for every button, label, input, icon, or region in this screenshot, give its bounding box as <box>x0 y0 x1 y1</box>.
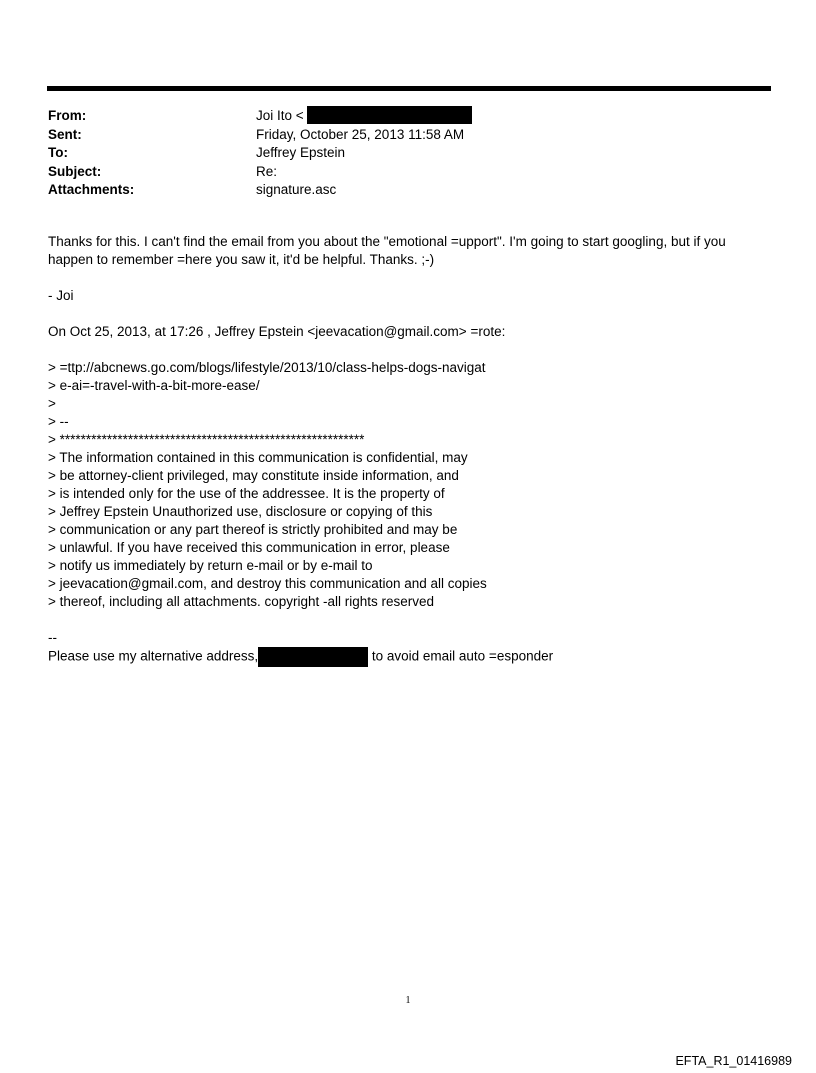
spacer <box>48 269 758 287</box>
signature-separator: -- <box>48 630 57 645</box>
page-number: 1 <box>405 995 411 1006</box>
body-paragraph: Thanks for this. I can't find the email from you about the "emotional =upport". I'm going to start googling, but if you happen to remember =here you saw it, it'd be helpful. Thanks. ;-) <box>48 234 726 267</box>
quoted-line: > thereof, including all attachments. copyright -all rights reserved <box>48 594 435 609</box>
from-row <box>48 107 768 126</box>
from-label: From: <box>48 108 87 123</box>
signature-line <box>48 647 758 667</box>
redaction-box <box>258 647 368 667</box>
to-value: Jeffrey Epstein <box>256 145 346 160</box>
quoted-line: > Jeffrey Epstein Unauthorized use, disclosure or copying of this <box>48 504 433 519</box>
quoted-line: > notify us immediately by return e-mail or by e-mail to <box>48 558 373 573</box>
quoted-line: > is intended only for the use of the addressee. It is the property of <box>48 486 445 501</box>
attachments-row <box>48 181 768 200</box>
quoted-line: > ********************************************************** <box>48 432 365 447</box>
quoted-line: > -- <box>48 414 69 429</box>
attachments-value: signature.asc <box>256 182 337 197</box>
email-header <box>48 107 768 200</box>
quoted-message <box>48 359 758 611</box>
to-row <box>48 144 768 163</box>
quote-intro: On Oct 25, 2013, at 17:26 , Jeffrey Epstein <jeevacation@gmail.com> =rote: <box>48 324 506 339</box>
redaction-box <box>307 106 472 124</box>
sent-value: Friday, October 25, 2013 11:58 AM <box>256 126 465 142</box>
document-id: EFTA_R1_01416989 <box>675 1054 792 1068</box>
quoted-line: > The information contained in this communication is confidential, may <box>48 450 468 465</box>
spacer <box>48 305 758 323</box>
quoted-line: > communication or any part thereof is strictly prohibited and may be <box>48 522 458 537</box>
signature-text-before: Please use my alternative address, <box>48 648 259 664</box>
from-value <box>256 107 768 126</box>
spacer <box>48 611 758 629</box>
subject-row <box>48 163 768 182</box>
quoted-line: > unlawful. If you have received this communication in error, please <box>48 540 450 555</box>
subject-value: Re: <box>256 163 278 179</box>
quoted-line: > =ttp://abcnews.go.com/blogs/lifestyle/2013/10/class-helps-dogs-navigat <box>48 360 486 375</box>
signoff: - Joi <box>48 288 74 303</box>
attachments-label: Attachments: <box>48 182 135 197</box>
from-bracket: < <box>295 108 304 123</box>
quoted-line: > <box>48 396 56 411</box>
sent-label: Sent: <box>48 126 82 142</box>
signature-text-after: to avoid email auto =esponder <box>368 648 554 664</box>
to-label: To: <box>48 145 68 160</box>
quoted-line: > be attorney-client privileged, may constitute inside information, and <box>48 468 459 483</box>
spacer <box>48 341 758 359</box>
from-name: Joi Ito <box>256 108 293 123</box>
header-rule <box>47 86 771 91</box>
quoted-line: > e-ai=-travel-with-a-bit-more-ease/ <box>48 378 260 393</box>
email-body <box>48 233 758 667</box>
sent-row <box>48 126 768 145</box>
subject-label: Subject: <box>48 163 102 179</box>
quoted-line: > jeevacation@gmail.com, and destroy this communication and all copies <box>48 576 487 591</box>
